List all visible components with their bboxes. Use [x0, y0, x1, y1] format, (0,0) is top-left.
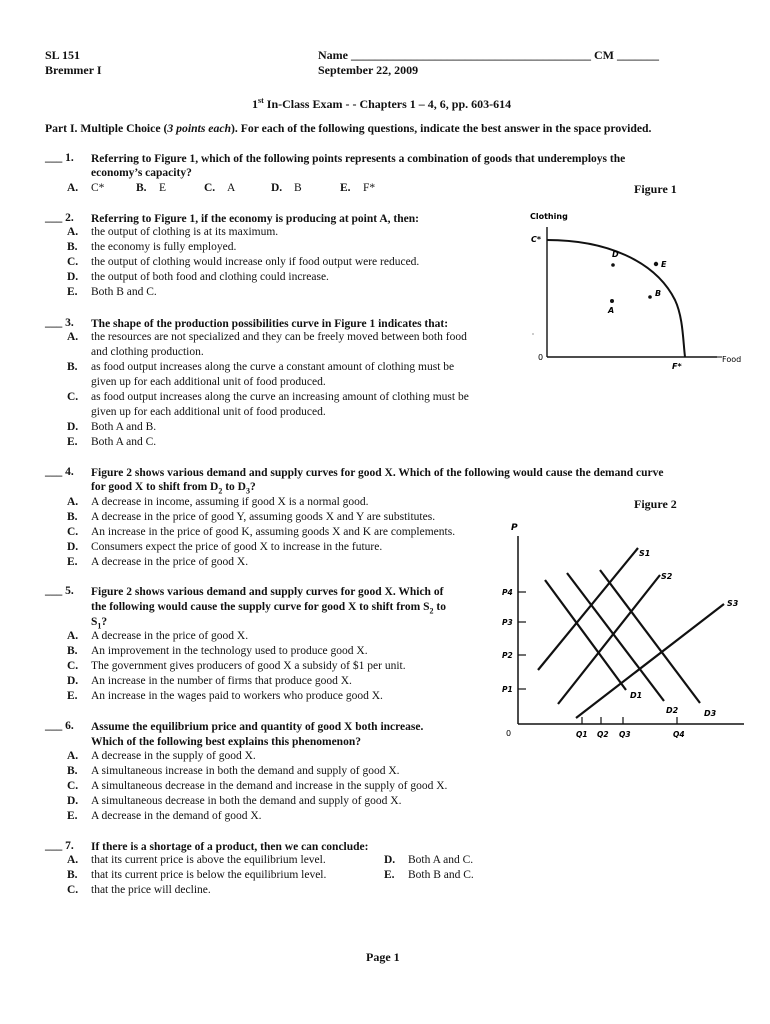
q1-options [67, 181, 397, 196]
point-b-label: B [655, 289, 662, 298]
page-number: Page 1 [366, 950, 400, 964]
fig2-y-label: P [511, 523, 518, 533]
label-d3: D3 [704, 709, 717, 718]
option-text: F* [363, 182, 376, 194]
question-stem: Figure 2 shows various demand and supply curves for good X. Which of [91, 586, 444, 598]
fig1-origin: 0 [538, 353, 544, 362]
supply-curve-s1 [538, 548, 638, 670]
q4-options: A. A decrease in income, assuming if good X is a normal good. B. A decrease in the price of good Y, assuming goods X and Y are substitutes. C. An increase in the price of good K, assuming goods X and K are complements. D. Consumers expect the price of good X to increase in the future. E. A decrease in the price of good X. [67, 496, 456, 568]
point-b [648, 295, 652, 299]
qty-q3: Q3 [619, 730, 631, 739]
question-stem: Referring to Figure 1, if the economy is producing at point A, then: [91, 213, 419, 225]
q6-options: A. A decrease in the supply of good X. B. A simultaneous increase in both the demand and supply of good X. C. A simultaneous decrease in the demand and increase in the supply of good X. D. A simultaneous decrease in both the demand and supply of good X. E. A decrease in the demand of good X. [67, 750, 448, 822]
qty-q2: Q2 [597, 730, 609, 739]
figure1-label: Figure 1 [634, 182, 677, 196]
question-stem: $S_1$? [91, 616, 108, 631]
point-d [611, 263, 615, 267]
exam-title: 1st In-Class Exam - - Chapters 1 – 4, 6, pp. 603-614 [252, 96, 512, 111]
point-d-label: D [612, 250, 619, 259]
question-number: ___ 7. [45, 840, 74, 852]
label-s3: S3 [727, 599, 739, 608]
figure1-ppc-chart [525, 205, 755, 375]
price-p1: P1 [502, 685, 513, 694]
question-stem: If there is a shortage of a product, then we can conclude: [91, 841, 369, 853]
question-number: ___ 5. [45, 585, 74, 597]
question-number: ___ 6. [45, 720, 74, 732]
option-letter: D. [271, 182, 283, 194]
q2-options: A. the output of clothing is at its maximum. B. the economy is fully employed. C. the output of clothing would increase only if food output were reduced. D. the output of both food and clothing could increase. E. Both B and C. [67, 226, 420, 298]
point-e [654, 262, 658, 266]
question-number: ___ 1. [45, 152, 74, 164]
label-s2: S2 [661, 572, 673, 581]
instructor: Bremmer I [45, 63, 102, 77]
option-letter: C. [204, 182, 216, 194]
course-code: SL 151 [45, 48, 81, 62]
price-p2: P2 [502, 651, 513, 660]
supply-curve-s3 [576, 604, 724, 718]
option-letter: A. [67, 182, 79, 194]
point-a-label: A [608, 306, 615, 315]
fig1-y-label: Clothing [530, 212, 568, 221]
name-field: Name ________________________________________ CM _______ [318, 48, 659, 62]
fig1-x-label: Food [722, 355, 742, 364]
option-letter: E. [340, 182, 351, 194]
figure2-label: Figure 2 [634, 497, 677, 511]
point-f-star-label: F* [672, 362, 682, 371]
question-stem: Assume the equilibrium price and quantity of good X both increase. [91, 721, 424, 733]
label-d1: D1 [630, 691, 643, 700]
option-text: C* [91, 182, 105, 194]
qty-q1: Q1 [576, 730, 588, 739]
exam-date: September 22, 2009 [318, 63, 419, 77]
q3-options: A. the resources are not specialized and they can be freely moved between both food and clothing production. B. as food output increases along the curve a constant amount of clothing must be given up for each additional unit of food produced. C. as food output increases along the curve an increasing amount of clothing must be given up for each additional unit of food produced. D. Both A and B. E. Both A and C. [67, 331, 469, 448]
question-number: ___ 3. [45, 317, 74, 329]
question-stem: The shape of the production possibilities curve in Figure 1 indicates that: [91, 318, 449, 330]
point-c-star-label: C* [531, 235, 542, 244]
point-a [610, 299, 614, 303]
part1-instructions: Part I. Multiple Choice (3 points each). For each of the following questions, indicate the best answer in the space provided. [45, 122, 652, 135]
q7-options: A. that its current price is above the equilibrium level. B. that its current price is below the equilibrium level. C. that the price will decline. D. Both A and C. E. Both B and C. [67, 854, 474, 896]
q5-options: A. A decrease in the price of good X. B. An improvement in the technology used to produce good X. C. The government gives producers of good X a subsidy of $1 per unit. D. An increase in the number of firms that produce good X. E. An increase in the wages paid to workers who produce good X. [67, 630, 406, 702]
fig2-origin: 0 [506, 729, 512, 738]
qty-q4: Q4 [673, 730, 685, 739]
question-stem: the following would cause the supply curve for good X to shift from $S_2$ to [91, 601, 446, 616]
question-stem: Which of the following best explains this phenomenon? [91, 736, 361, 748]
supply-curve-s2 [558, 575, 660, 704]
label-s1: S1 [639, 549, 651, 558]
question-number: ___ 2. [45, 212, 74, 224]
option-text: E [159, 182, 167, 194]
option-text: A [227, 182, 236, 194]
question-stem: Figure 2 shows various demand and supply curves for good X. Which of the following would cause the demand curve [91, 467, 664, 479]
option-letter: B. [136, 182, 147, 194]
question-stem: for good X to shift from $D_2$ to $D_3$? [91, 481, 256, 496]
question-number: ___ 4. [45, 466, 74, 478]
point-e-label: E [661, 260, 667, 269]
question-stem: Referring to Figure 1, which of the following points represents a combination of goods that underemploys the [91, 153, 626, 165]
price-p4: P4 [502, 588, 513, 597]
price-p3: P3 [502, 618, 513, 627]
question-stem: economy’s capacity? [91, 167, 192, 179]
option-text: B [294, 182, 302, 194]
label-d2: D2 [666, 706, 679, 715]
figure2-supply-demand-chart [498, 518, 760, 748]
